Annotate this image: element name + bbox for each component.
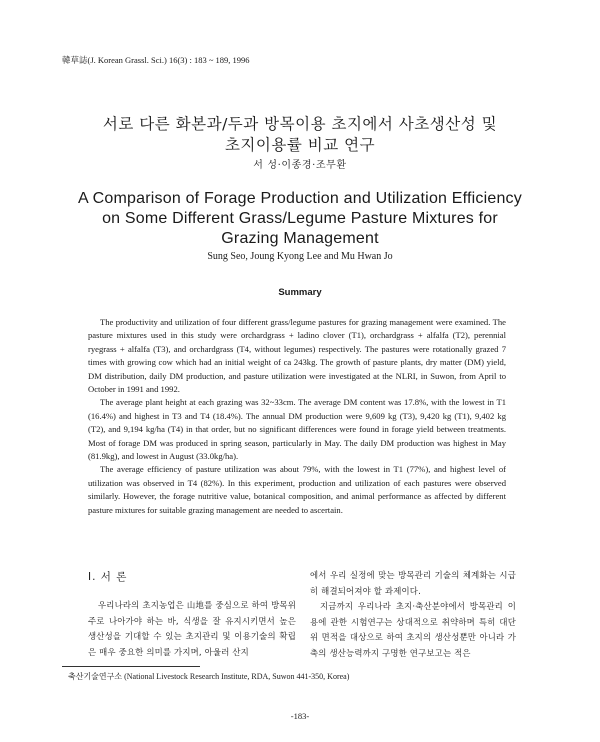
- english-title-line-1: A Comparison of Forage Production and Utilization Efficiency: [78, 190, 522, 207]
- journal-citation: 韓草誌(J. Korean Grassl. Sci.) 16(3) : 183 ~ 189, 1996: [62, 55, 250, 65]
- footnote-divider: [62, 666, 200, 667]
- korean-title-line-1: 서로 다른 화본과/두과 방목이용 초지에서 사초생산성 및: [102, 115, 498, 133]
- summary-paragraph-3: The average efficiency of pasture utilization was about 79%, with the lowest in T1 (77%), and highest level of utilization was observed in T4 (82%). In this experiment, production and utilization of each pastures were observed similarly. However, the forage nutritive value, botanical composition, and animal performance as affected by different pasture mixtures for suitable grazing management are needed to ascertain.: [88, 464, 506, 515]
- korean-authors: 서 성·이종경·조무환: [253, 160, 347, 171]
- body-column-left: [88, 598, 296, 660]
- affiliation-footnote: 축산기술연구소 (National Livestock Research Institute, RDA, Suwon 441-350, Korea): [68, 672, 350, 681]
- english-authors: Sung Seo, Joung Kyong Lee and Mu Hwan Jo: [207, 251, 393, 262]
- english-title-line-2: on Some Different Grass/Legume Pasture Mixtures for: [102, 210, 498, 227]
- page-number: -183-: [290, 711, 310, 721]
- korean-title: [0, 114, 600, 156]
- body-right-paragraph-1: 에서 우리 실정에 맞는 방목관리 기술의 체계화는 시급히 해결되어져야 할 과제이다.: [310, 570, 516, 596]
- body-left-paragraph: 우리나라의 초지농업은 山地를 중심으로 하여 방목위주로 나아가야 하는 바, 식생을 잘 유지시키면서 높은 생산성을 기대할 수 있는 초지관리 및 이용기술의 확립은 매우 중요한 의미를 가지며, 아울러 산지: [88, 600, 296, 657]
- summary-paragraph-1: The productivity and utilization of four different grass/legume pastures for grazing management were examined. The pasture mixtures used in this study were orchardgrass + ladino clover (T1), orchardgrass + alfalfa (T2), perennial ryegrass + alfalfa (T3), and orchardgrass (T4, without legumes) respectively. The pastures were rotationally grazed 7 times with growing cow which had an initial weight of ca 243kg. The growth of pasture plants, dry matter (DM) yield, DM distribution, daily DM production, and pasture utilization were investigated at the NLRI, in Suwon, from April to October in 1991 and 1992.: [88, 317, 506, 395]
- section-heading-introduction: I. 서 론: [88, 571, 128, 583]
- summary-paragraph-2: The average plant height at each grazing was 32~33cm. The average DM content was 17.8%, with the lowest in T1 (16.4%) and highest in T3 and T4 (18.4%). The annual DM production were 9,609 kg (T3), 9,420 kg (T1), 9,402 kg (T2), and 9,194 kg/ha (T4) in that order, but no significant differences were found in forage yield between treatments. Most of forage DM was produced in spring season, particularly in May. The daily DM production was highest in May (81.9kg), and lowest in August (33.0kg/ha).: [88, 397, 506, 462]
- body-column-right: [310, 568, 516, 661]
- body-right-paragraph-2: 지금까지 우리나라 초지·축산분야에서 방목관리 이용에 관한 시험연구는 상대적으로 취약하며 특히 대단위 면적을 대상으로 하여 초지의 생산성뿐만 아니라 가축의 생산능력까지 구명한 연구보고는 적은: [310, 601, 516, 658]
- summary-abstract: [88, 316, 506, 517]
- korean-title-line-2: 초지이용률 비교 연구: [224, 136, 376, 154]
- summary-heading: Summary: [278, 287, 322, 298]
- english-title: [0, 189, 600, 249]
- english-title-line-3: Grazing Management: [221, 230, 379, 247]
